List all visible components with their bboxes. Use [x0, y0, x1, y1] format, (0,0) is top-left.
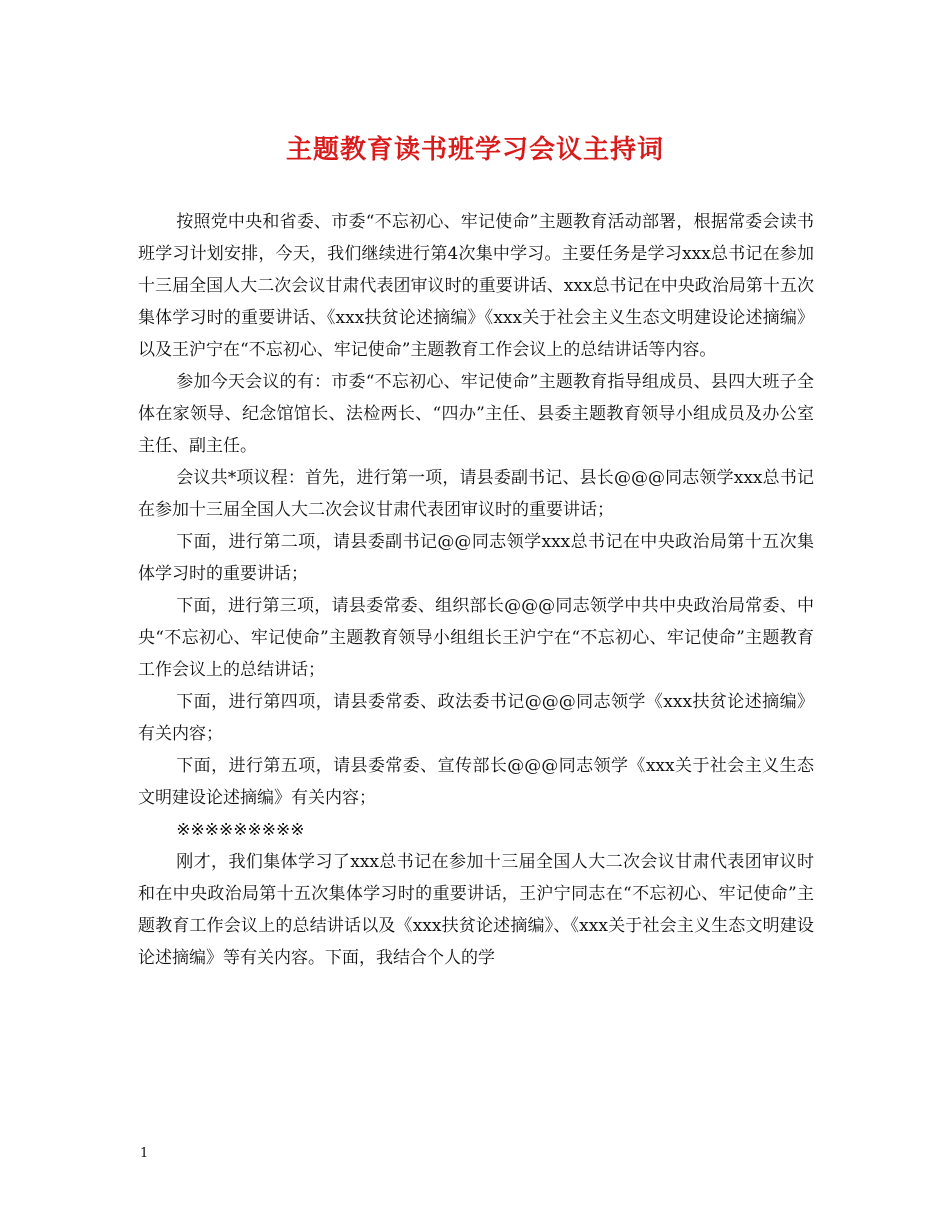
document-body: [138, 206, 814, 974]
document-title: 主题教育读书班学习会议主持词: [285, 135, 664, 165]
paragraph-summary: 刚才，我们集体学习了xxx总书记在参加十三届全国人大二次会议甘肃代表团审议时和在中央政治局第十五次集体学习时的重要讲话，王沪宁同志在“不忘初心、牢记使命”主题教育工作会议上的总结讲话以及《xxx扶贫论述摘编》、《xxx关于社会主义生态文明建设论述摘编》等有关内容。下面，我结合个人的学: [138, 852, 814, 968]
paragraph-intro: 按照党中央和省委、市委“不忘初心、牢记使命”主题教育活动部署，根据常委会读书班学习计划安排，今天，我们继续进行第4次集中学习。主要任务是学习xxx总书记在参加十三届全国人大二次会议甘肃代表团审议时的重要讲话、xxx总书记在中央政治局第十五次集体学习时的重要讲话、《xxx扶贫论述摘编》《xxx关于社会主义生态文明建设论述摘编》以及王沪宁在“不忘初心、牢记使命”主题教育工作会议上的总结讲话等内容。: [138, 212, 814, 360]
paragraph-agenda-item-4: 下面，进行第四项，请县委常委、政法委书记@@@同志领学《xxx扶贫论述摘编》有关内容；: [138, 692, 814, 744]
paragraph-agenda-item-2: 下面，进行第二项，请县委副书记@@同志领学xxx总书记在中央政治局第十五次集体学习时的重要讲话；: [138, 532, 814, 584]
paragraph-agenda-item-5: 下面，进行第五项，请县委常委、宣传部长@@@同志领学《xxx关于社会主义生态文明建设论述摘编》有关内容；: [138, 756, 814, 808]
page-number: 1: [140, 1146, 149, 1161]
paragraph-agenda-item-1: 会议共*项议程：首先，进行第一项，请县委副书记、县长@@@同志领学xxx总书记在参加十三届全国人大二次会议甘肃代表团审议时的重要讲话；: [138, 468, 814, 520]
section-separator: ※※※※※※※※※: [176, 820, 305, 840]
paragraph-attendees: 参加今天会议的有：市委“不忘初心、牢记使命”主题教育指导组成员、县四大班子全体在家领导、纪念馆馆长、法检两长、“四办”主任、县委主题教育领导小组成员及办公室主任、副主任。: [138, 372, 814, 456]
paragraph-agenda-item-3: 下面，进行第三项，请县委常委、组织部长@@@同志领学中共中央政治局常委、中央“不忘初心、牢记使命”主题教育领导小组组长王沪宁在“不忘初心、牢记使命”主题教育工作会议上的总结讲话；: [138, 596, 814, 680]
